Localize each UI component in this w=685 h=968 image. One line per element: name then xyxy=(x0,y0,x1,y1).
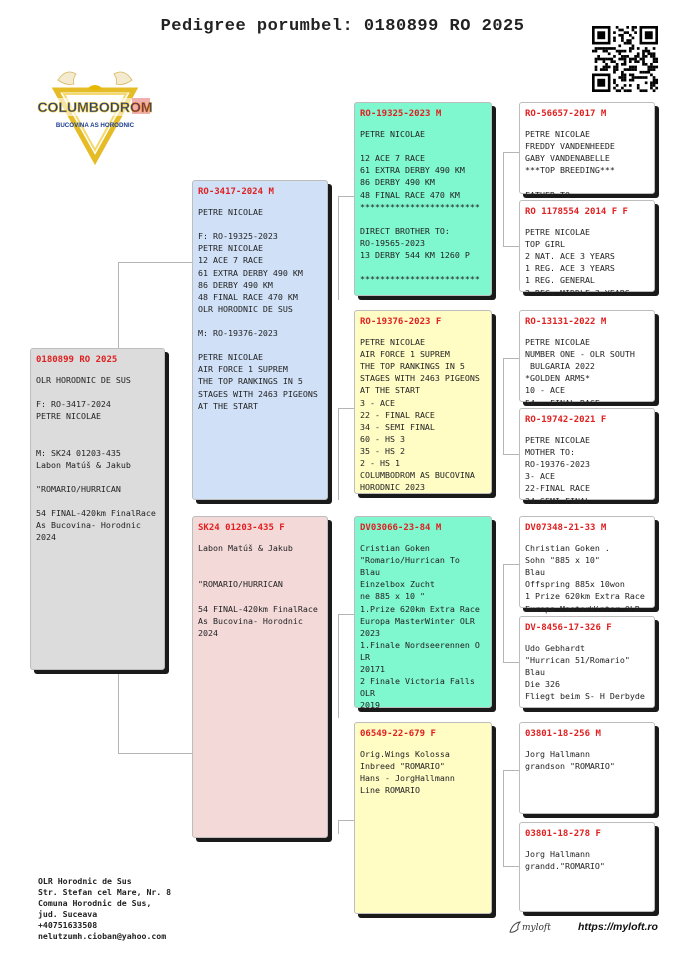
pedigree-line: PETRE NICOLAE xyxy=(525,129,590,140)
pedigree-line: 2 Finale Victoria Falls xyxy=(360,676,475,687)
pedigree-line: STAGES WITH 2463 PIGEONS xyxy=(360,373,480,384)
pedigree-line: 2 - HS 1 xyxy=(360,458,400,469)
pedigree-line: "ROMARIO/HURRICAN xyxy=(198,579,283,590)
pigeon-card-subject[interactable] xyxy=(30,348,165,670)
pedigree-line: STAGES WITH 2463 PIGEONS xyxy=(198,388,318,399)
pedigree-line: NUMBER ONE - OLR SOUTH xyxy=(525,349,635,360)
pedigree-line: 3- ACE xyxy=(525,471,555,482)
pigeon-card-ffm[interactable] xyxy=(519,200,655,298)
ring-number: DV03066-23-84 M xyxy=(360,523,442,533)
pedigree-line: PETRE NICOLAE xyxy=(198,352,263,363)
pedigree-line: Die 326 xyxy=(525,679,560,690)
pedigree-line: 12 ACE 7 RACE xyxy=(360,153,425,164)
connector-line xyxy=(503,246,519,247)
pedigree-line xyxy=(36,422,158,434)
pigeon-card-father[interactable] xyxy=(192,180,328,500)
connector-line xyxy=(503,358,519,359)
myloft-logo-text: myloft xyxy=(522,923,551,933)
pedigree-line xyxy=(198,339,321,351)
pedigree-line: 13 DERBY 544 KM 1260 P xyxy=(360,250,470,261)
address-line: jud. Suceava xyxy=(38,909,98,920)
pedigree-line: grandd."ROMARIO" xyxy=(525,861,605,872)
ring-number: 0180899 RO 2025 xyxy=(36,355,118,365)
pedigree-line: Christian Goken . xyxy=(525,543,610,554)
pedigree-line: COLUMBODROM AS BUCOVINA xyxy=(360,470,475,481)
pedigree-line: RO-19565-2023 xyxy=(360,237,425,248)
pedigree-line: 1 REG. GENERAL xyxy=(525,275,595,286)
connector-line xyxy=(118,262,119,350)
ring-number: RO-19742-2021 F xyxy=(525,415,607,425)
pedigree-line: As Bucovina- Horodnic xyxy=(198,615,303,626)
phone-number: +40751633508 xyxy=(38,920,98,931)
page-title: Pedigree porumbel: 0180899 RO 2025 xyxy=(160,17,525,36)
pedigree-line: PETRE NICOLAE xyxy=(360,129,425,140)
pedigree-line: M: RO-19376-2023 xyxy=(198,328,278,339)
pigeon-card-fmf[interactable] xyxy=(519,310,655,408)
pedigree-line: 2023 xyxy=(360,627,380,638)
pedigree-line: Offspring 885x 10won xyxy=(525,579,625,590)
connector-line xyxy=(338,408,339,500)
pedigree-line: 2 REG. MIDDLE 3 YEARS xyxy=(525,287,630,298)
connector-line xyxy=(503,564,504,662)
pedigree-line: 34 - SEMI FINAL xyxy=(360,421,435,432)
pedigree-line: 20171 xyxy=(360,664,385,675)
ring-number: RO-19325-2023 M xyxy=(360,109,442,119)
pedigree-line xyxy=(360,213,485,225)
ring-number: RO-13131-2022 M xyxy=(525,317,607,327)
ring-number: RO 1178554 2014 F F xyxy=(525,207,628,217)
pedigree-line: grandson "ROMARIO" xyxy=(525,761,615,772)
pedigree-line: 60 - HS 3 xyxy=(360,433,405,444)
pedigree-line: 86 DERBY 490 KM xyxy=(198,279,273,290)
myloft-brand xyxy=(508,920,658,938)
pedigree-line: 34-SEMI FINAL xyxy=(525,495,590,506)
pedigree-line xyxy=(360,261,485,273)
pedigree-line: DIRECT BROTHER TO: xyxy=(360,225,450,236)
ring-number: 03801-18-278 F xyxy=(525,829,601,839)
pedigree-line: AT THE START xyxy=(198,400,258,411)
connector-line xyxy=(118,262,194,263)
pedigree-line: AIR FORCE 1 SUPREM xyxy=(360,349,450,360)
connector-line xyxy=(503,770,504,866)
connector-line xyxy=(503,866,519,867)
pedigree-line: ne 885 x 10 " xyxy=(360,591,425,602)
pigeon-card-fff[interactable] xyxy=(519,102,655,200)
pedigree-line: PETRE NICOLAE xyxy=(525,337,590,348)
pedigree-line: OLR HORODNIC DE SUS xyxy=(198,303,293,314)
pedigree-line: FATHER TO xyxy=(525,189,570,200)
pedigree-line: "ROMARIO/HURRICAN xyxy=(36,483,121,494)
connector-line xyxy=(503,662,519,663)
pigeon-card-mff[interactable] xyxy=(519,516,655,614)
pedigree-line: F: RO-3417-2024 xyxy=(36,399,111,410)
pedigree-line: 12 ACE 7 RACE xyxy=(198,255,263,266)
pigeon-card-mother[interactable] xyxy=(192,516,328,838)
pedigree-line: 54 - FINAL RACE xyxy=(525,397,600,408)
columbodrom-logo xyxy=(36,60,154,168)
pedigree-line: 2019 xyxy=(360,700,380,711)
pedigree-line: 61 EXTRA DERBY 490 KM xyxy=(198,267,303,278)
pedigree-line: F: RO-19325-2023 xyxy=(198,231,278,242)
pedigree-line: Blau xyxy=(525,667,545,678)
pedigree-line: BULGARIA 2022 xyxy=(525,361,595,372)
pedigree-line: 22 - FINAL RACE xyxy=(360,409,435,420)
pedigree-line: 86 DERBY 490 KM xyxy=(360,177,435,188)
pedigree-line: 1 REG. ACE 3 YEARS xyxy=(525,263,615,274)
pedigree-line: Orig.Wings Kolossa xyxy=(360,749,450,760)
pedigree-line: THE TOP RANKINGS IN 5 xyxy=(360,361,465,372)
pedigree-line: 61 EXTRA DERBY 490 KM xyxy=(360,165,465,176)
pedigree-line: PETRE NICOLAE xyxy=(360,337,425,348)
pedigree-line: Sohn "885 x 10" xyxy=(525,555,600,566)
pedigree-line: Line ROMARIO xyxy=(360,785,420,796)
pigeon-card-mmf[interactable] xyxy=(519,722,655,814)
qr-code-icon xyxy=(592,26,658,92)
pedigree-line: PETRE NICOLAE xyxy=(198,243,263,254)
pedigree-line: ************************ xyxy=(360,201,480,212)
pedigree-line: 1.Prize 620km Extra Race xyxy=(360,603,480,614)
pigeon-card-father-mother[interactable] xyxy=(354,310,492,494)
pedigree-line: ***TOP BREEDING*** xyxy=(525,165,615,176)
pedigree-line: MOTHER TO: xyxy=(525,447,575,458)
connector-line xyxy=(503,454,519,455)
pedigree-line: PETRE NICOLAE xyxy=(198,207,263,218)
pedigree-line xyxy=(36,435,158,447)
pigeon-card-father-father[interactable] xyxy=(354,102,492,296)
myloft-link[interactable]: https://myloft.ro xyxy=(578,921,658,933)
pedigree-line: 3 - ACE xyxy=(360,397,395,408)
pigeon-card-mfm[interactable] xyxy=(519,616,655,708)
pedigree-line xyxy=(360,140,485,152)
pigeon-card-mother-father[interactable] xyxy=(354,516,492,711)
pedigree-line: PETRE NICOLAE xyxy=(525,227,590,238)
ring-number: RO-56657-2017 M xyxy=(525,109,607,119)
pedigree-line xyxy=(198,590,321,602)
connector-line xyxy=(338,196,339,300)
pedigree-line: OLR xyxy=(360,688,375,699)
pedigree-line: AIR FORCE 1 SUPREM xyxy=(198,364,288,375)
pedigree-line: M: SK24 01203-435 xyxy=(36,447,121,458)
pedigree-line: 48 FINAL RACE 470 KM xyxy=(360,189,460,200)
pedigree-line: PETRE NICOLAE xyxy=(525,435,590,446)
pedigree-line: FREDDY VANDENHEEDE xyxy=(525,141,615,152)
pedigree-line: 22-FINAL RACE xyxy=(525,483,590,494)
pedigree-line: Fliegt beim S- H Derbyde xyxy=(525,691,645,702)
connector-line xyxy=(338,614,339,718)
pedigree-line: ************************ xyxy=(360,274,480,285)
address-line: Str. Stefan cel Mare, Nr. 8 xyxy=(38,887,172,898)
connector-line xyxy=(338,820,339,834)
pedigree-line xyxy=(198,218,321,230)
connector-line xyxy=(503,770,519,771)
ring-number: 06549-22-679 F xyxy=(360,729,436,739)
email-address: nelutzumh.cioban@yahoo.com xyxy=(38,931,167,942)
connector-line xyxy=(503,152,519,153)
pedigree-line: GABY VANDENABELLE xyxy=(525,153,610,164)
pedigree-line: "Hurrican 51/Romario" xyxy=(525,655,630,666)
connector-line xyxy=(503,152,504,246)
pedigree-line: THE TOP RANKINGS IN 5 xyxy=(198,376,303,387)
pedigree-line xyxy=(36,471,158,483)
pedigree-line: Labon Matúš & Jakub xyxy=(198,543,293,554)
pedigree-line: OLR HORODNIC DE SUS xyxy=(36,375,131,386)
pedigree-line: HORODNIC 2023 xyxy=(360,482,425,493)
pedigree-line: TOP GIRL xyxy=(525,239,565,250)
pedigree-line xyxy=(198,566,321,578)
pedigree-line: As Bucovina- Horodnic xyxy=(36,520,141,531)
pedigree-line: 54 FINAL-420km FinalRace xyxy=(198,603,318,614)
connector-line xyxy=(118,753,194,754)
pedigree-line: 35 - HS 2 xyxy=(360,445,405,456)
pedigree-line: 48 FINAL RACE 470 KM xyxy=(198,291,298,302)
pedigree-line: RO-19376-2023 xyxy=(525,459,590,470)
ring-number: 03801-18-256 M xyxy=(525,729,601,739)
connector-line xyxy=(503,358,504,454)
pedigree-line: Inbreed "ROMARIO" xyxy=(360,761,445,772)
ring-number: RO-19376-2023 F xyxy=(360,317,442,327)
connector-line xyxy=(118,668,119,754)
pedigree-line xyxy=(36,495,158,507)
pedigree-line xyxy=(36,386,158,398)
logo-subtitle: BUCOVINA AS HORODNIC xyxy=(55,122,135,129)
pedigree-line: Cristian Goken xyxy=(360,543,430,554)
pedigree-line: "Romario/Hurrican To xyxy=(360,555,460,566)
pedigree-line xyxy=(198,554,321,566)
pedigree-line: Europa MasterWinter OLR xyxy=(525,603,640,614)
pedigree-line: Europa MasterWinter OLR xyxy=(360,615,475,626)
logo-title: COLUMBODROM xyxy=(37,99,153,115)
pedigree-line xyxy=(525,176,648,188)
pedigree-line xyxy=(198,315,321,327)
pedigree-line: 1.Finale Nordseerennen O xyxy=(360,639,480,650)
ring-number: DV-8456-17-326 F xyxy=(525,623,612,633)
ring-number: DV07348-21-33 M xyxy=(525,523,607,533)
pedigree-line: 2024 xyxy=(36,532,56,543)
pedigree-line: Einzelbox Zucht xyxy=(360,579,435,590)
pigeon-card-mother-mother[interactable] xyxy=(354,722,492,914)
pedigree-line: 2024 xyxy=(198,627,218,638)
pedigree-line: *GOLDEN ARMS* xyxy=(525,373,590,384)
address-line: OLR Horodnic de Sus xyxy=(38,876,132,886)
pigeon-card-mmm[interactable] xyxy=(519,822,655,912)
pedigree-line: PETRE NICOLAE xyxy=(36,411,101,422)
pigeon-card-fmm[interactable] xyxy=(519,408,655,506)
pedigree-line: 10 - ACE xyxy=(525,385,565,396)
pedigree-line: LR xyxy=(360,651,370,662)
pedigree-line: Hans - JorgHallmann xyxy=(360,773,455,784)
pedigree-line: 2 NAT. ACE 3 YEARS xyxy=(525,251,615,262)
address-line: Comuna Horodnic de Sus, xyxy=(38,898,152,909)
pedigree-line: 54 FINAL-420km FinalRace xyxy=(36,508,156,519)
pedigree-line: Blau xyxy=(525,567,545,578)
pedigree-line: Blau xyxy=(360,567,380,578)
connector-line xyxy=(503,564,519,565)
ring-number: SK24 01203-435 F xyxy=(198,523,285,533)
pedigree-line: Jorg Hallmann xyxy=(525,749,590,760)
pedigree-line: AT THE START xyxy=(360,385,420,396)
loft-address xyxy=(38,876,171,943)
pedigree-line: Jorg Hallmann xyxy=(525,849,590,860)
ring-number: RO-3417-2024 M xyxy=(198,187,274,197)
pedigree-line: Labon Matúš & Jakub xyxy=(36,459,131,470)
pedigree-line: Udo Gebhardt xyxy=(525,643,585,654)
pedigree-line: 1 Prize 620km Extra Race xyxy=(525,591,645,602)
